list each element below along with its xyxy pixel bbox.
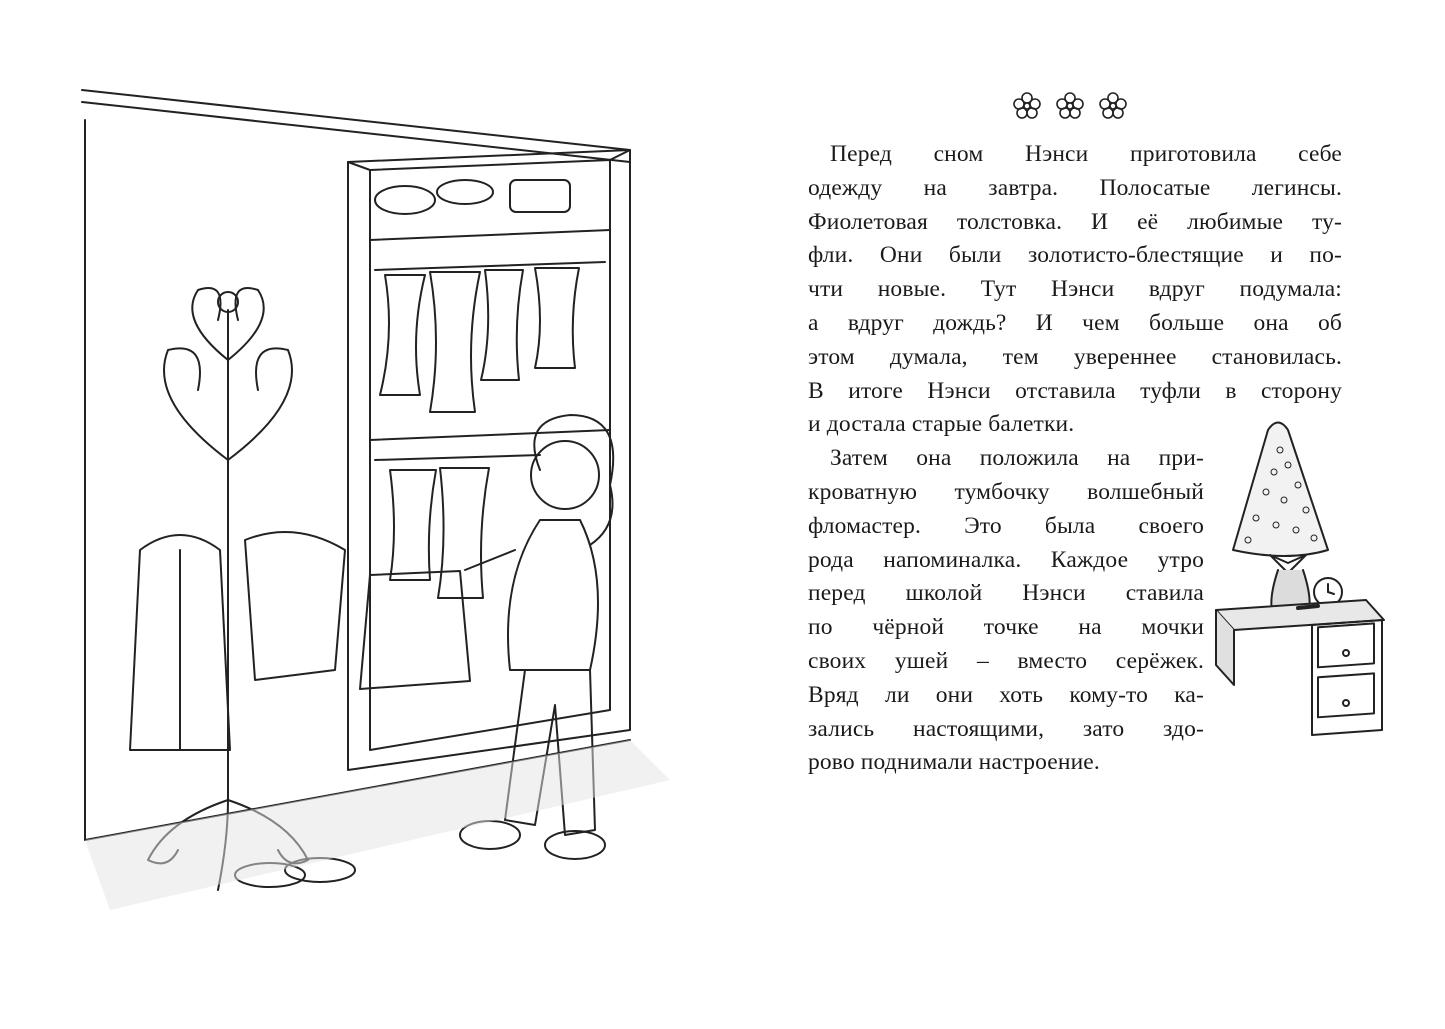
text-line: одежду на завтра. Полосатые легинсы. [808,174,1342,201]
text-line: Вряд ли они хоть кому-то ка- [808,681,1204,708]
text-line: по чёрной точке на мочки [808,614,1204,641]
flower-icon [1100,93,1126,118]
flower-icon [1014,93,1040,118]
text-line: кроватную тумбочку волшебный [808,478,1204,505]
text-line: и достала старые балетки. [808,411,1075,438]
text-line: зались настоящими, зато здо- [808,715,1204,742]
paragraph-2 [808,442,1204,780]
paragraph-1 [808,138,1342,442]
flower-icon [1057,93,1083,118]
text-line: В итоге Нэнси отставила туфли в сторону [808,377,1342,404]
text-line: Фиолетовая толстовка. И её любимые ту- [808,208,1342,235]
text-line: этом думала, тем увереннее становилась. [808,343,1342,370]
text-line: рово поднимали настроение. [808,749,1100,776]
text-line: фломастер. Это была своего [808,512,1204,539]
nightstand-lamp-illustration [1208,410,1388,740]
text-line: а вдруг дождь? И чем больше она об [808,309,1342,336]
text-line: перед школой Нэнси ставила [808,580,1204,607]
wardrobe-illustration [70,80,690,920]
text-line: Затем она положила на при- [830,445,1204,472]
text-line: чти новые. Тут Нэнси вдруг подумала: [808,276,1342,303]
text-line: фли. Они были золотисто-блестящие и по- [808,242,1342,269]
text-line: Перед сном Нэнси приготовила себе [830,141,1342,167]
flower-ornament [1010,86,1130,126]
text-line: рода напоминалка. Каждое утро [808,546,1204,573]
text-line: своих ушей – вместо серёжек. [808,647,1204,674]
